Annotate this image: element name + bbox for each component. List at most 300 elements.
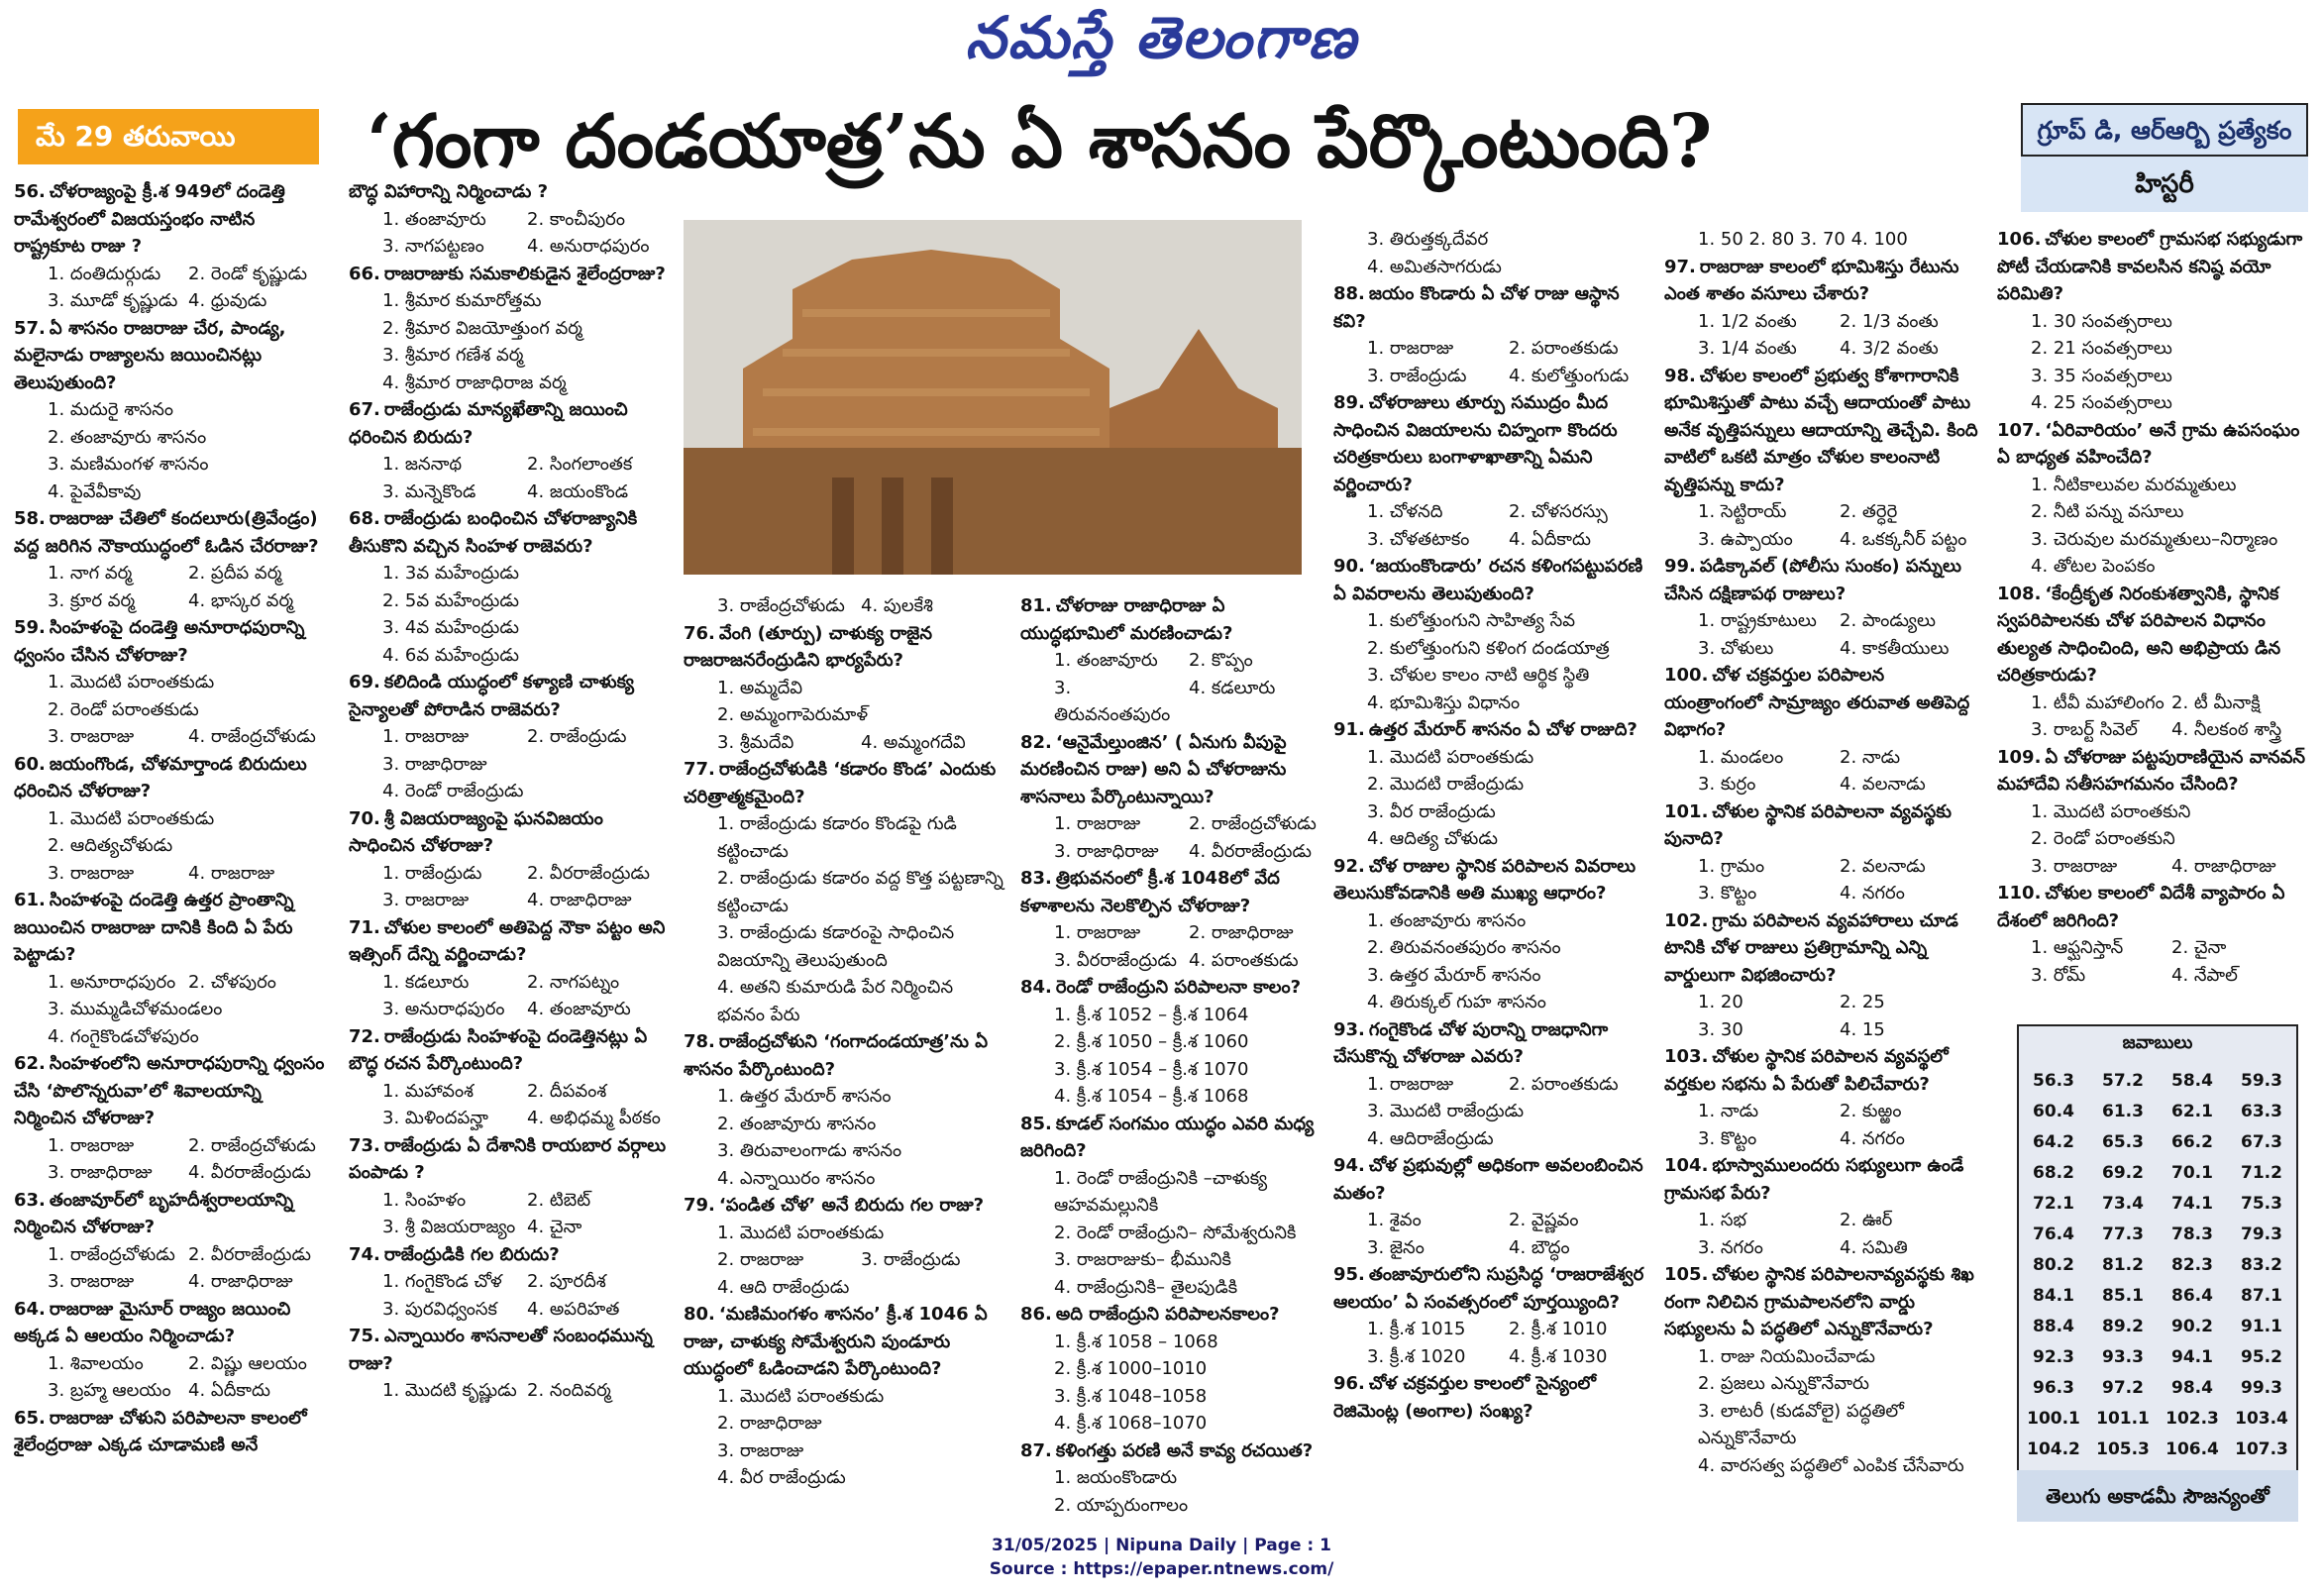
- option-text: 2. రాజేంద్రచోళుడు: [1189, 813, 1317, 834]
- question-number: 70.: [349, 807, 380, 829]
- option-row: [349, 1214, 672, 1241]
- option-row: [1333, 1234, 1650, 1262]
- option-text: 3. రాజేంద్రుడు: [1367, 365, 1467, 386]
- option-row: [1997, 934, 2312, 962]
- option-row: [684, 675, 1004, 702]
- answer-row: [2019, 1434, 2296, 1464]
- answer-cell: 66.2: [2171, 1131, 2213, 1152]
- option-row: [1997, 389, 2312, 417]
- option-text: 4. భాస్కర వర్మ: [188, 589, 294, 611]
- option-text: 3. రాజాధిరాజు: [1054, 840, 1159, 862]
- option-row: [684, 1220, 1004, 1247]
- masthead-logo: నమస్తే తెలంగాణ: [965, 4, 1358, 71]
- question-column-4: [1020, 592, 1323, 1519]
- question-number: 88.: [1333, 283, 1365, 304]
- option-row: [14, 1159, 329, 1187]
- option-text: 2. ప్రజలు ఎన్నుకొనేవారు: [1698, 1373, 1869, 1394]
- option-text: 2. 25: [1840, 992, 1885, 1012]
- question-number: 108.: [1997, 583, 2042, 604]
- option-text: 4. గంగైకొండచోళపురం: [48, 1025, 199, 1047]
- question-body: చోళ చక్రవర్తుల కాలంలో సైన్యంలో రెజిమెంట్ల (అంగాల) సంఖ్య?: [1333, 1373, 1597, 1422]
- option-text: 1. నాడు: [1698, 1101, 1759, 1121]
- option-text: 1. రాజేంద్రుడు: [382, 862, 482, 884]
- option-row: [1020, 1410, 1323, 1437]
- answer-cell: 92.3: [2033, 1346, 2074, 1367]
- question-text: [14, 178, 329, 261]
- question-text: [1020, 1111, 1323, 1165]
- option-text: 1. చోళనది: [1367, 501, 1443, 522]
- option-text: 1. 1/2 వంతు: [1698, 310, 1797, 332]
- option-row: [1333, 907, 1650, 935]
- question-number: 110.: [1997, 883, 2042, 904]
- answer-cell: 79.3: [2241, 1224, 2282, 1244]
- option-text: 1. రాజరాజు: [1367, 338, 1454, 359]
- question-body: రాజేంద్రచోళుడికి ‘కడారం కొండ’ ఎందుకు చరిత్రాత్మకమైంది?: [684, 759, 997, 807]
- option-text: 2. రాజేంద్రుడు: [527, 726, 627, 747]
- question-text: [14, 505, 329, 560]
- option-row: [1997, 335, 2312, 363]
- option-text: 3. రాజేంద్రుడు: [861, 1249, 961, 1270]
- question-number: 96.: [1333, 1373, 1365, 1394]
- option-text: 2. తర్ధెరై: [1840, 501, 1898, 522]
- answer-cell: 96.3: [2033, 1377, 2074, 1398]
- option-text: 4. ఒకక్కనీర్ పట్టం: [1840, 528, 1967, 550]
- question-text: [1664, 662, 1981, 744]
- option-row: [1020, 675, 1323, 729]
- option-text: 2. విష్ణు ఆలయం: [188, 1352, 307, 1374]
- option-text: 4. 3/2 వంతు: [1840, 338, 1939, 359]
- option-row: [1020, 1028, 1323, 1056]
- option-text: 3. ముమ్మడిచోళమండలం: [48, 999, 223, 1019]
- option-text: 2. నందివర్మ: [527, 1380, 611, 1401]
- option-row: [684, 1137, 1004, 1165]
- option-text: 1. తంజావూరు: [382, 208, 486, 230]
- option-row: [1997, 553, 2312, 581]
- option-row: [1997, 498, 2312, 526]
- continuation-tag: మే 29 తరువాయి: [18, 109, 319, 164]
- option-text: 3. జైనం: [1367, 1236, 1425, 1258]
- answer-cell: 105.3: [2096, 1438, 2150, 1459]
- option-text: 2. రాజాధిరాజు: [1189, 922, 1294, 943]
- option-text: 1. కడలూరు: [382, 971, 470, 993]
- answer-cell: 69.2: [2102, 1162, 2144, 1183]
- option-text: 1. 20: [1698, 992, 1743, 1012]
- option-text: 3. మన్నెకొండ: [382, 480, 476, 502]
- option-text: 4. వలనాడు: [1840, 774, 1926, 795]
- question-body: సింహళంపై దండెత్తి ఉత్తర ప్రాంతాన్ని జయించిన రాజరాజు దానికి కింది ఏ పేరు పెట్టాడు?: [14, 890, 294, 965]
- option-row: [1333, 335, 1650, 363]
- answer-cell: 80.2: [2033, 1254, 2074, 1275]
- option-text: 4. కడలూరు: [1189, 677, 1276, 698]
- option-text: 4. రాజాధిరాజు: [527, 890, 632, 910]
- question-body: రెండో రాజేంద్రుని పరిపాలనా కాలం?: [1055, 977, 1302, 998]
- option-row: [349, 1187, 672, 1215]
- option-text: 2. పూరదీశ: [527, 1271, 606, 1292]
- option-row: [1664, 744, 1981, 772]
- option-text: 1. మొదటి పరాంతకుడు: [717, 1222, 885, 1243]
- question-text: [1333, 853, 1650, 907]
- question-number: 82.: [1020, 731, 1052, 753]
- option-text: 2. సింగలాంతక: [527, 454, 633, 475]
- question-body: పడిక్కావల్ (పోలీసు సుంకం) పన్నులు చేసిన దక్షిణాపథ రాజులు?: [1664, 556, 1961, 604]
- question-body: రాజరాజు చోళుని పరిపాలనా కాలంలో శైలేంద్రరాజు ఎక్కడ చూడామణి అనే: [14, 1407, 307, 1455]
- option-text: 2. రాజేంద్రచోళుడు: [188, 1134, 316, 1156]
- question-text: [1664, 1261, 1981, 1343]
- question-text: [1664, 798, 1981, 853]
- option-row: [349, 206, 672, 234]
- question-text: [1020, 1301, 1323, 1329]
- question-number: 92.: [1333, 855, 1365, 877]
- option-text: 3. రాజరాజు: [48, 1271, 135, 1292]
- option-text: 1. మొదటి పరాంతకుడు: [48, 807, 215, 829]
- answer-cell: 81.2: [2102, 1254, 2144, 1275]
- option-row: [1020, 1056, 1323, 1084]
- question-body: త్రిభువనంలో క్రీ.శ 1048లో వేద కళాశాలను నెలకొల్పిన చోళరాజు?: [1020, 868, 1280, 916]
- option-text: 2. మొదటి రాజేంద్రుడు: [1367, 774, 1525, 795]
- question-number: 73.: [349, 1134, 380, 1156]
- option-row: [1333, 226, 1650, 254]
- option-text: 4. శ్రీమార రాజాధిరాజ వర్మ: [382, 372, 567, 393]
- option-row: [684, 1165, 1004, 1193]
- question-number: 63.: [14, 1189, 46, 1211]
- answer-row: [2019, 1403, 2296, 1434]
- question-body: సింహళంలోని అనూరాధపురాన్ని ధ్వంసం చేసి ‘పొలొన్నరువా’లో శివాలయాన్ని నిర్మించిన చోళరాజు?: [14, 1053, 325, 1128]
- question-number: 106.: [1997, 229, 2042, 250]
- answer-cell: 67.3: [2241, 1131, 2282, 1152]
- option-row: [349, 233, 672, 261]
- option-text: 4. అనురాధపురం: [527, 236, 650, 257]
- option-text: 1. 3వ మహేంద్రుడు: [382, 563, 519, 584]
- question-number: 64.: [14, 1298, 46, 1320]
- option-row: [349, 1296, 672, 1324]
- option-text: 3. రాజరాజు: [717, 1439, 804, 1461]
- question-number: 57.: [14, 317, 46, 339]
- option-row: [1333, 363, 1650, 390]
- question-number: 84.: [1020, 977, 1052, 998]
- option-text: 3. లాటరీ (కుడవోలై) పద్ధతిలో ఎన్నుకొనేవారు: [1698, 1400, 1904, 1448]
- question-text: [349, 1023, 672, 1078]
- question-text: [1664, 363, 1981, 499]
- question-text: [1333, 1370, 1650, 1425]
- option-text: 2. వీరరాజేంద్రుడు: [527, 862, 651, 884]
- option-text: 2. క్రీ.శ 1010: [1509, 1319, 1608, 1339]
- option-row: [349, 560, 672, 587]
- question-text: [1333, 716, 1650, 744]
- option-text: 3. నగరం: [1698, 1236, 1763, 1258]
- option-text: 2. తిరువనంతపురం శాసనం: [1367, 937, 1561, 958]
- option-text: 4. కాకతీయులు: [1840, 637, 1950, 659]
- question-body: రాజరాజు చేతిలో కందలూరు(త్రివేండ్రం) వద్ద జరిగిన నౌకాయుద్ధంలో ఓడిన చేరరాజు?: [14, 508, 319, 557]
- option-text: 2. చోళసరస్సు: [1509, 501, 1608, 522]
- question-number: 66.: [349, 263, 380, 284]
- option-text: 3. వీరరాజేంద్రుడు: [1054, 949, 1178, 971]
- question-number: 93.: [1333, 1018, 1365, 1040]
- option-text: 1. క్రీ.శ 1052 – క్రీ.శ 1064: [1054, 1004, 1249, 1025]
- question-body: రాజేంద్రుడికి గల బిరుదు?: [383, 1243, 560, 1265]
- answer-cell: 97.2: [2102, 1377, 2144, 1398]
- credit-line: తెలుగు అకాడమీ సౌజన్యంతో: [2017, 1470, 2298, 1522]
- answer-cell: 100.1: [2027, 1408, 2080, 1429]
- option-text: 3. రాజేంద్రుడు కడారంపై సాధించిన విజయాన్ని తెలుపుతుంది: [717, 922, 955, 971]
- option-text: 2. 1/3 వంతు: [1840, 310, 1939, 332]
- question-text: [14, 614, 329, 669]
- question-number: 83.: [1020, 868, 1052, 889]
- question-text: [14, 1405, 329, 1459]
- question-column-5: [1333, 226, 1650, 1425]
- option-text: 1. మొదటి పరాంతకుడు: [717, 1385, 885, 1407]
- option-row: [1664, 635, 1981, 663]
- answer-cell: 101.1: [2096, 1408, 2150, 1429]
- option-text: 4. నీలకంఠ శాస్త్రి: [2171, 719, 2282, 740]
- question-text: [349, 396, 672, 451]
- answer-cell: 87.1: [2241, 1285, 2282, 1306]
- question-number: 78.: [684, 1031, 715, 1052]
- question-number: 104.: [1664, 1155, 1709, 1176]
- option-text: 2. ఆదిత్యచోళుడు: [48, 835, 173, 856]
- question-text: [349, 261, 672, 288]
- option-row: [1333, 1316, 1650, 1343]
- option-row: [1020, 1329, 1323, 1356]
- option-row: [349, 451, 672, 479]
- option-text: 4. అమితసాగరుడు: [1367, 256, 1502, 277]
- option-text: 3. తిరుత్తక్కదేవర: [1367, 229, 1489, 250]
- answer-cell: 88.4: [2033, 1316, 2074, 1336]
- option-row: [684, 865, 1004, 919]
- option-row: [1664, 308, 1981, 336]
- question-text: [349, 1241, 672, 1269]
- option-row: [349, 778, 672, 805]
- option-row: [14, 560, 329, 587]
- option-row: [349, 1377, 672, 1405]
- option-text: 4. పులకేశి: [861, 595, 933, 616]
- question-text: [1664, 1152, 1981, 1207]
- answer-cell: 71.2: [2241, 1162, 2282, 1183]
- option-text: 3. కొట్టం: [1698, 883, 1757, 904]
- option-row: [684, 592, 1004, 620]
- option-text: 3. పురవిధ్వంసక: [382, 1298, 497, 1320]
- option-row: [1333, 662, 1650, 690]
- option-row: [1020, 947, 1323, 975]
- option-text: 4. అపరిహత: [527, 1298, 620, 1320]
- question-number: 85.: [1020, 1113, 1052, 1134]
- section-tag-exam: గ్రూప్ డి, ఆర్ఆర్బి ప్రత్యేకం: [2021, 103, 2308, 157]
- option-text: 2. దీపవంశ: [527, 1080, 607, 1102]
- option-row: [14, 424, 329, 452]
- question-body: తంజావూరులోని సుప్రసిద్ధ ‘రాజరాజేశ్వర ఆలయం’ ఏ సంవత్సరంలో పూర్తయ్యింది?: [1333, 1264, 1644, 1313]
- answer-cell: 56.3: [2033, 1070, 2074, 1091]
- option-row: [1664, 226, 1981, 254]
- answer-cell: 78.3: [2171, 1224, 2213, 1244]
- question-body: వేంగి (తూర్పు) చాళుక్య రాజైన రాజరాజనరేంద్రుడిని భార్యపేరు?: [684, 622, 932, 671]
- answer-cell: 70.1: [2171, 1162, 2213, 1183]
- answer-row: [2019, 1311, 2296, 1341]
- option-row: [14, 996, 329, 1023]
- question-body: ఎన్నాయిరం శాసనాలతో సంబంధమున్న రాజు?: [349, 1326, 653, 1374]
- option-text: 1. మొదటి కృష్ణుడు: [382, 1380, 517, 1401]
- answer-key-title: జవాబులు: [2122, 1032, 2193, 1053]
- option-text: 4. బౌద్ధం: [1509, 1236, 1570, 1258]
- question-body: చోళరాజ్యంపై క్రీ.శ 949లో దండెత్తి రామేశ్వరంలో విజయస్తంభం నాటిన రాష్ట్రకూట రాజు ?: [14, 181, 285, 257]
- option-row: [1664, 880, 1981, 907]
- option-row: [684, 701, 1004, 729]
- answer-cell: 90.2: [2171, 1316, 2213, 1336]
- option-text: 2. రెండో కృష్ణుడు: [188, 263, 308, 284]
- question-body: చోళుల స్థానిక పరిపాలన వ్యవస్థలో వర్తకుల సభను ఏ పేరుతో పిలిచేవారు?: [1664, 1046, 1949, 1095]
- option-text: 2. చోళపురం: [188, 971, 276, 993]
- option-text: 3. ఉత్తర మేరూర్ శాసనం: [1367, 964, 1541, 986]
- option-text: 1. రాజరాజు: [1367, 1073, 1454, 1095]
- option-text: 3. రోమ్: [2031, 964, 2086, 986]
- option-text: 4. క్రీ.శ 1030: [1509, 1345, 1608, 1367]
- option-row: [1997, 472, 2312, 499]
- option-text: 4. రెండో రాజేంద్రుడు: [382, 781, 524, 801]
- question-text: [1997, 226, 2312, 308]
- option-text: 2. టిబెట్: [527, 1189, 591, 1211]
- answer-row: [2019, 1280, 2296, 1311]
- option-text: 1. రాజేంద్రచోళుడు: [48, 1243, 175, 1265]
- answer-row: [2019, 1219, 2296, 1249]
- question-number: 91.: [1333, 719, 1365, 740]
- answer-cell: 65.3: [2102, 1131, 2144, 1152]
- option-text: 3. బ్రహ్మ ఆలయం: [48, 1380, 171, 1401]
- answer-cell: 74.1: [2171, 1193, 2213, 1214]
- question-body: ‘ఏరివారియం’ అనే గ్రామ ఉపసంఘం ఏ బాధ్యత వహించేది?: [1997, 419, 2300, 468]
- option-row: [1664, 853, 1981, 881]
- option-text: 2. శ్రీమార విజయోత్తుంగ వర్మ: [382, 317, 582, 339]
- option-text: 1. మండలం: [1698, 746, 1784, 768]
- option-row: [1664, 1343, 1981, 1371]
- question-body: భూస్వాములందరు సభ్యులుగా ఉండే గ్రామసభ పేరు?: [1664, 1155, 1964, 1204]
- question-body: రాజేంద్రుడు మాన్యఖేతాన్ని జయించి ధరించిన బిరుదు?: [349, 399, 628, 448]
- option-text: 1. 30 సంవత్సరాలు: [2031, 310, 2172, 332]
- option-text: 4. అతని కుమారుడి పేర నిర్మించిన భవనం పేరు: [717, 977, 954, 1025]
- option-text: 1. రాజరాజు: [48, 1134, 135, 1156]
- option-text: 3. 1/4 వంతు: [1698, 338, 1797, 359]
- option-text: 2. నీటి పన్ను వసూలు: [2031, 501, 2184, 522]
- answer-cell: 58.4: [2171, 1070, 2213, 1091]
- option-text: 4. 25 సంవత్సరాలు: [2031, 392, 2172, 413]
- question-body: బౌద్ధ విహారాన్ని నిర్మించాడు ?: [349, 181, 549, 202]
- answer-cell: 83.2: [2241, 1254, 2282, 1275]
- option-row: [1664, 1207, 1981, 1234]
- question-number: 75.: [349, 1326, 380, 1346]
- option-row: [1664, 771, 1981, 798]
- option-text: 2. నాగపట్నం: [527, 971, 620, 993]
- option-text: 2. కొప్పం: [1189, 650, 1253, 671]
- option-text: 4. ఆది రాజేంద్రుడు: [717, 1276, 850, 1298]
- option-text: 4. ఏదీకాదు: [188, 1380, 270, 1401]
- option-row: [1333, 635, 1650, 663]
- option-text: 3. మొదటి రాజేంద్రుడు: [1367, 1101, 1525, 1121]
- option-text: 1. రాజరాజు: [1054, 922, 1141, 943]
- option-text: 3. వీర రాజేంద్రుడు: [1367, 800, 1496, 822]
- question-body: చోళుల కాలంలో అతిపెద్ద నౌకా పట్టం అని ఇత్సింగ్ దేన్ని వర్ణించాడు?: [349, 916, 666, 965]
- option-row: [14, 1132, 329, 1160]
- answer-cell: 91.1: [2241, 1316, 2282, 1336]
- question-number: 81.: [1020, 595, 1052, 616]
- option-text: 3. రాబర్ట్ సివెల్: [2031, 719, 2138, 740]
- option-row: [1997, 798, 2312, 826]
- question-column-7: [1997, 226, 2312, 989]
- question-number: 72.: [349, 1025, 380, 1047]
- option-text: 3. కొట్టం: [1698, 1127, 1757, 1149]
- question-body: రాజరాజు కాలంలో భూమిశిస్తు రేటును ఎంత శాతం వసూలు చేశారు?: [1664, 256, 1959, 304]
- option-row: [1020, 1246, 1323, 1274]
- option-row: [14, 261, 329, 288]
- option-row: [14, 805, 329, 833]
- option-text: 3. క్రీ.శ 1054 – క్రీ.శ 1070: [1054, 1058, 1249, 1080]
- answer-cell: 89.2: [2102, 1316, 2144, 1336]
- option-row: [1333, 962, 1650, 990]
- option-text: 4. సమితి: [1840, 1236, 1908, 1258]
- question-text: [349, 1323, 672, 1377]
- question-number: 68.: [349, 508, 380, 529]
- option-text: 1. సభ: [1698, 1210, 1747, 1230]
- option-text: 4. వీరరాజేంద్రుడు: [1189, 840, 1313, 862]
- question-text: [14, 1187, 329, 1241]
- question-text: [1997, 880, 2312, 934]
- question-body: గ్రామ పరిపాలన వ్యవహారాలు చూడ టానికి చోళ రాజులు ప్రతిగ్రామాన్ని ఎన్ని వార్డులుగా విభజించారు?: [1664, 909, 1958, 986]
- question-text: [1333, 280, 1650, 335]
- option-text: 1. మొదటి పరాంతకుడు: [48, 672, 215, 692]
- option-text: 2. కులోత్తుంగుని కళింగ దండయాత్ర: [1367, 637, 1610, 659]
- option-row: [14, 832, 329, 860]
- question-number: 98.: [1664, 365, 1696, 386]
- option-text: 2. రెండో పరాంతకుని: [2031, 828, 2175, 849]
- question-text: [1333, 389, 1650, 498]
- option-text: 1. మొదటి పరాంతకుని: [2031, 800, 2191, 822]
- option-row: [349, 342, 672, 370]
- answer-key-table: [2019, 1065, 2296, 1495]
- option-text: 4. ఆదిత్య చోళుడు: [1367, 828, 1498, 849]
- option-text: 1. రాజరాజు: [382, 726, 470, 747]
- option-text: 3. శ్రీమార గణేశ వర్మ: [382, 345, 524, 366]
- question-number: 86.: [1020, 1304, 1052, 1325]
- option-row: [1020, 1083, 1323, 1111]
- option-row: [1664, 1452, 1981, 1480]
- option-row: [1333, 934, 1650, 962]
- answer-row: [2019, 1188, 2296, 1219]
- option-text: 1. జననాథ: [382, 454, 463, 475]
- question-number: 90.: [1333, 556, 1365, 577]
- option-text: 4. ధ్రువుడు: [188, 290, 267, 311]
- question-body: చోళుల స్థానిక పరిపాలనా వ్యవస్థకు పునాది?: [1664, 800, 1952, 849]
- answer-row: [2019, 1157, 2296, 1188]
- option-text: 2. కుఱ్ఱం: [1840, 1101, 1902, 1121]
- question-number: 89.: [1333, 392, 1365, 413]
- option-text: 4. తంజావూరు: [527, 999, 631, 1019]
- option-text: 1. గంగైకొండ చోళ: [382, 1271, 502, 1292]
- question-body: కళింగత్తు పరణి అనే కావ్య రచయిత?: [1055, 1439, 1314, 1461]
- option-row: [1664, 498, 1981, 526]
- option-text: 4. వారసత్వ పద్ధతిలో ఎంపిక చేసేవారు: [1698, 1454, 1964, 1476]
- option-text: 1. శైవం: [1367, 1210, 1422, 1230]
- question-body: జయంగొండ, చోళమార్తాండ బిరుదులు ధరించిన చోళరాజు?: [14, 753, 307, 801]
- option-text: 4. ఏదీకాదు: [1509, 528, 1591, 550]
- answer-cell: 85.1: [2102, 1285, 2144, 1306]
- option-row: [14, 1377, 329, 1405]
- section-tag-subject: హిస్టరీ: [2021, 157, 2308, 212]
- option-text: 3. చెరువుల మరమ్మతులు–నిర్మాణం: [2031, 528, 2278, 550]
- option-text: 2. తంజావూరు శాసనం: [717, 1113, 877, 1134]
- question-body: రాజేంద్రుడు సింహళంపై దండెత్తినట్లు ఏ బౌద్ధ రచన పేర్కొంటుంది?: [349, 1025, 648, 1074]
- option-text: 2. రెండో రాజేంద్రుని– సోమేశ్వరునికి: [1054, 1222, 1297, 1243]
- temple-illustration: [684, 220, 1302, 575]
- answer-cell: 60.4: [2033, 1101, 2074, 1121]
- answer-row: [2019, 1341, 2296, 1372]
- option-text: 3. రాజాధిరాజు: [382, 753, 487, 775]
- option-row: [349, 1078, 672, 1106]
